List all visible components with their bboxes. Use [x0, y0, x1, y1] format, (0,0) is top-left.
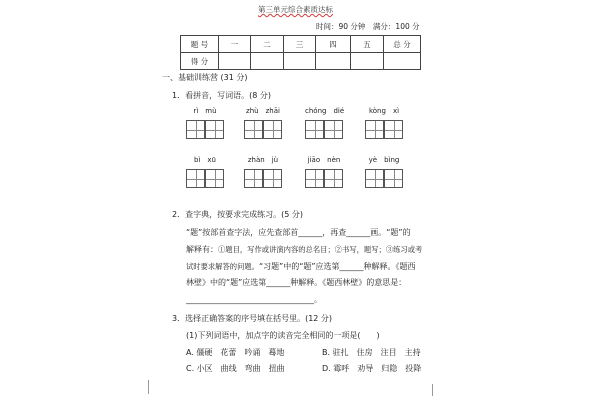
character-box	[305, 120, 324, 139]
score-cell	[351, 53, 384, 70]
page-title: 第三单元综合素质达标	[258, 5, 333, 14]
character-box	[263, 169, 282, 188]
pinyin-syllable: nèn	[327, 156, 341, 164]
pinyin-label	[244, 107, 282, 116]
pinyin-group	[244, 107, 282, 141]
score-table-column: 一	[219, 36, 251, 53]
question-1-prompt: 1．看拼音，写词语。(8 分)	[172, 91, 271, 100]
score-table-column: 四	[316, 36, 351, 53]
pinyin-label	[244, 156, 282, 165]
pinyin-syllable: rì	[193, 107, 199, 115]
character-box	[186, 120, 205, 139]
score-table-column: 五	[351, 36, 384, 53]
score-table-column: 总 分	[384, 36, 421, 53]
definition-text: 试时要求解答的问题。	[186, 262, 259, 271]
pinyin-syllable: kòng	[368, 107, 386, 115]
answer-blank-line: ________________________________。	[186, 295, 322, 304]
definition-lead: 解释有：	[186, 245, 218, 254]
pinyin-label	[305, 107, 343, 116]
character-box	[384, 120, 403, 139]
pinyin-syllable: zhù	[246, 107, 259, 115]
character-box	[205, 120, 224, 139]
option-a: A. 僵硬 花蕾 吟诵 蓦地	[186, 348, 285, 357]
option-b: B. 驻扎 住房 注目 主持	[322, 348, 421, 357]
question-2-line	[186, 245, 422, 255]
question-2-line: 林壁》中的“题”应选第______种解释。《题西林壁》的意思是：	[186, 278, 407, 287]
question-2-text: “习题”中的“题”应选第______种解释。《题西	[258, 262, 416, 271]
character-box	[384, 169, 403, 188]
option-d: D. 霉呼 劝导 归隐 投降	[322, 364, 422, 373]
pinyin-label	[365, 156, 403, 165]
pinyin-syllable: jiāo	[307, 156, 321, 164]
score-table-score-label: 得 分	[181, 53, 219, 70]
question-2-prompt: 2．查字典，按要求完成练习。(5 分)	[172, 210, 303, 219]
pinyin-group	[305, 156, 343, 190]
score-cell	[284, 53, 316, 70]
pinyin-label	[186, 107, 224, 116]
score-table-header-label: 题 号	[181, 36, 219, 53]
score-table-column: 三	[284, 36, 316, 53]
character-box	[365, 120, 384, 139]
section-heading: 一、基础训练营 (31 分)	[162, 73, 248, 82]
pinyin-syllable: jù	[271, 156, 279, 164]
pinyin-syllable: dié	[333, 107, 345, 115]
question-3-prompt: 3．选择正确答案的序号填在括号里。(12 分)	[172, 314, 333, 323]
pinyin-group	[186, 156, 224, 190]
pinyin-syllable: xì	[392, 107, 400, 115]
character-box	[186, 169, 205, 188]
score-table-score-row	[181, 53, 421, 70]
question-2-line	[186, 262, 422, 272]
pinyin-syllable: mù	[205, 107, 217, 115]
score-table-header-row	[181, 36, 421, 53]
pinyin-syllable: zhàn	[247, 156, 265, 164]
definition-text: ①题目，写作或讲演内容的总名目；②书写，题写；③练习或考	[218, 245, 422, 254]
character-box	[324, 120, 343, 139]
pinyin-group	[365, 107, 403, 141]
score-cell	[219, 53, 251, 70]
page-corner-mark	[432, 384, 433, 396]
pinyin-syllable: yè	[368, 156, 378, 164]
character-box	[244, 169, 263, 188]
score-cell	[384, 53, 421, 70]
character-box	[263, 120, 282, 139]
character-box	[365, 169, 384, 188]
page-corner-mark	[148, 380, 149, 394]
score-cell	[251, 53, 284, 70]
option-c: C. 小区 曲线 弯曲 扭曲	[186, 364, 285, 373]
pinyin-group	[365, 156, 403, 190]
pinyin-group	[305, 107, 343, 141]
score-table-column: 二	[251, 36, 284, 53]
pinyin-syllable: xū	[207, 156, 216, 164]
score-cell	[316, 53, 351, 70]
pinyin-syllable: bì	[194, 156, 201, 164]
pinyin-group	[244, 156, 282, 190]
pinyin-syllable: chóng	[305, 107, 327, 115]
question-3-sub-1: (1)下列词语中，加点字的读音完全相同的一项是( )	[186, 331, 380, 340]
question-2-line: “题”按部首查字法，应先查部首______，再查______画。“题”的	[186, 228, 411, 237]
character-box	[244, 120, 263, 139]
character-box	[305, 169, 324, 188]
character-box	[324, 169, 343, 188]
pinyin-group	[186, 107, 224, 141]
pinyin-syllable: bìng	[384, 156, 400, 164]
pinyin-label	[365, 107, 403, 116]
character-box	[205, 169, 224, 188]
score-table	[180, 35, 421, 70]
pinyin-syllable: zhāi	[265, 107, 280, 115]
pinyin-label	[186, 156, 224, 165]
pinyin-label	[305, 156, 343, 165]
exam-meta: 时间：90 分钟 满分：100 分	[316, 22, 420, 31]
